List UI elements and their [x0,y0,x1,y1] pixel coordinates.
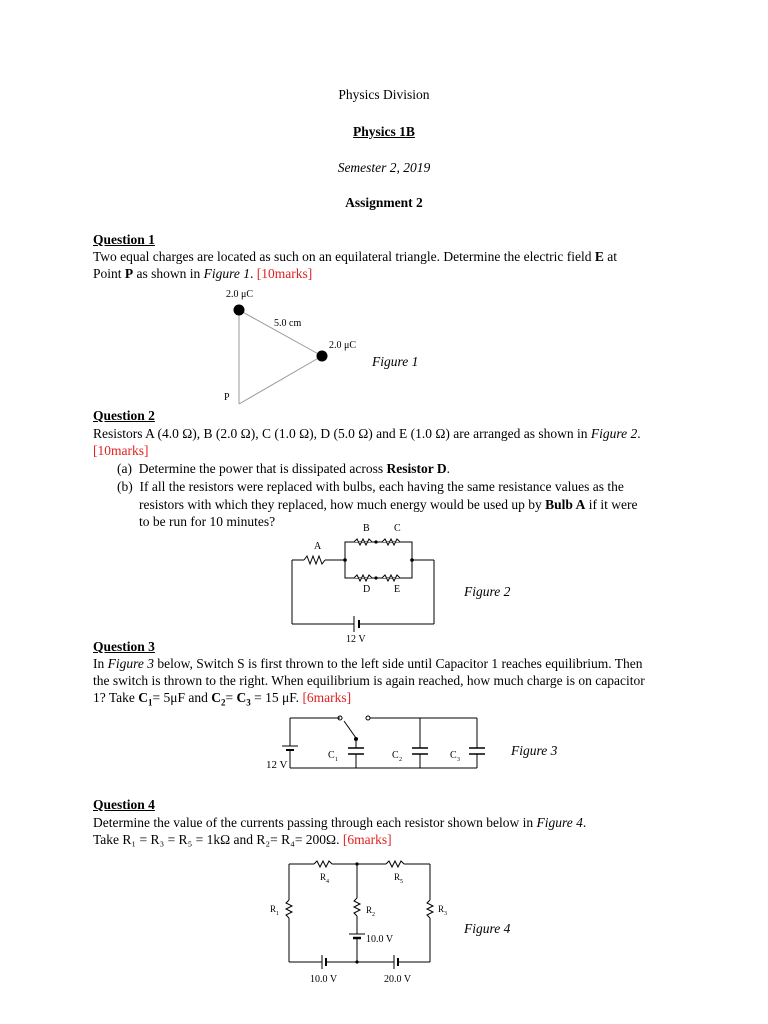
resistor-r1 [286,900,292,918]
side-length-label: 5.0 cm [274,318,302,329]
switch-s [344,721,356,738]
r5-label: R [394,872,401,882]
figure-3-circuit-diagram [262,712,494,774]
c3-label: C [450,750,457,761]
question-2-part-b-line-3: to be run for 10 minutes? [139,514,276,529]
question-1-line-1: Two equal charges are located as such on an equilateral triangle. Determine the electric field E at [93,249,617,264]
question-2-line-1: Resistors A (4.0 Ω), B (2.0 Ω), C (1.0 Ω), D (5.0 Ω) and E (1.0 Ω) are arranged as shown in Figure 2. [93,426,641,441]
semester-text: Semester 2, 2019 [337,160,431,175]
r1-label: R [270,904,277,914]
figure-3-caption: Figure 3 [511,743,558,758]
resistor-a [304,556,325,564]
resistor-r3 [427,900,433,918]
battery-middle-label: 10.0 V [366,934,394,945]
question-3-line-1: In Figure 3 below, Switch S is first thrown to the left side until Capacitor 1 reaches equilibrium. Then [93,656,643,671]
battery-right-label: 20.0 V [384,974,412,985]
figure-2-circuit-diagram [284,520,440,644]
battery-left-label: 10.0 V [310,974,338,985]
question-3-heading: Question 3 [93,639,155,654]
question-2-part-a: (a) Determine the power that is dissipated across Resistor D. [117,461,451,476]
question-4-heading: Question 4 [93,797,155,812]
resistor-c [382,539,400,545]
resistor-r4 [314,861,332,867]
label-b: B [363,523,370,534]
division-heading: Physics Division [338,87,430,102]
course-title: Physics 1B [353,124,415,139]
battery-12v-label: 12 V [346,634,366,645]
figure-4-circuit-diagram [262,852,447,986]
svg-text:5: 5 [400,879,403,885]
svg-text:2: 2 [372,912,375,918]
question-4-line-1: Determine the value of the currents passing through each resistor shown below in Figure 4. [93,815,587,830]
resistor-e [382,575,400,581]
svg-text:3: 3 [444,911,447,917]
r4-label: R [320,872,327,882]
c1-label: C [328,750,335,761]
assignment-title: Assignment 2 [345,195,423,210]
charge-right-dot [317,351,328,362]
resistor-r2 [354,898,360,916]
question-1-line-2: Point P as shown in Figure 1. [10marks] [93,266,313,281]
label-d: D [363,584,371,595]
question-4-line-2: Take R₁ = R₃ = R₅ = 1kΩ and R₂= R₄= 200Ω. [6marks] [93,832,392,847]
charge-right-label: 2.0 μC [329,340,357,351]
figure-4-caption: Figure 4 [464,921,511,936]
figure-2-caption: Figure 2 [464,584,511,599]
question-3-line-2: the switch is thrown to the right. When equilibrium is again reached, how much charge is on capacitor [93,673,645,688]
figure-1-triangle-diagram [222,286,362,408]
r2-label: R [366,905,373,915]
c2-label: C [392,750,399,761]
question-2-part-b-line-1: (b) If all the resistors were replaced with bulbs, each having the same resistance values as the [117,479,624,494]
label-e: E [394,584,401,595]
resistor-b [354,539,372,545]
svg-text:3: 3 [457,757,460,763]
point-p-label: P [224,392,230,403]
question-2-heading: Question 2 [93,408,155,423]
charge-top-label: 2.0 μC [226,289,254,300]
resistor-d [354,575,372,581]
svg-text:4: 4 [326,879,329,885]
svg-text:1: 1 [335,757,338,763]
label-a: A [314,541,322,552]
battery-12v-label: 12 V [266,759,288,771]
svg-text:1: 1 [276,911,279,917]
r3-label: R [438,904,445,914]
question-3-line-3: 1? Take $C_1= 5\mu F$ and $C_2= C_3 = 15$ μF. [6marks] [93,690,352,708]
svg-text:2: 2 [399,757,402,763]
charge-top-dot [234,305,245,316]
label-c: C [394,523,401,534]
resistor-r5 [386,861,404,867]
question-1-heading: Question 1 [93,232,155,247]
question-2-part-b-line-2: resistors with which they replaced, how much energy would be used up by Bulb A if it were [139,497,638,512]
question-2-marks: [10marks] [93,443,149,458]
figure-1-caption: Figure 1 [372,354,419,369]
